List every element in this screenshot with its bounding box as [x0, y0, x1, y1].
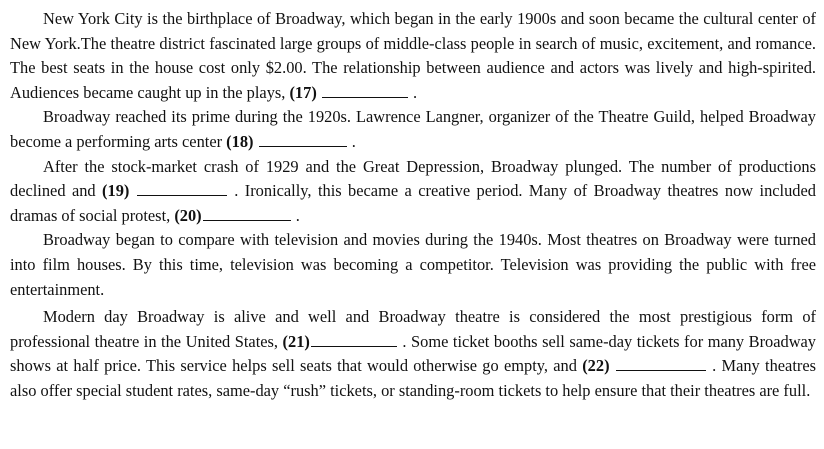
paragraph-5: [10, 305, 816, 403]
paragraph-3-text-b: . Ironically, this became a creative period. Many of Broadway theatres now included dramas of social protest,: [10, 181, 816, 225]
paragraph-4: [10, 228, 816, 302]
paragraph-5-text-b: . Some ticket booths sell same-day tickets for many Broadway shows at half price. This service helps sell seats that would otherwise go empty, and: [10, 331, 817, 376]
paragraph-4-text-a: Broadway began to compare with television and movies during the 1940s. Most theatres on Broadway were turned into film houses. By this time, television was becoming a competitor. Television was providing the public with free entertainment.: [10, 230, 816, 299]
paragraph-1-text-a: New York City is the birthplace of Broadway, which began in the early 1900s and soon became the cultural center of New York.The theatre district fascinated large groups of middle-class people in search of music, excitement, and romance. The best seats in the house cost only $2.00. The relationship between audience and actors was lively and high-spirited. Audiences became caught up in the plays,: [10, 9, 816, 102]
question-number-18: (18): [226, 131, 254, 151]
paragraph-3-text-a: After the stock-market crash of 1929 and the Great Depression, Broadway plunged. The number of productions declined and: [10, 156, 816, 201]
answer-blank-21[interactable]: [311, 330, 397, 347]
question-number-21: (21): [282, 331, 310, 351]
question-number-17: (17): [289, 82, 317, 102]
question-number-20: (20): [174, 205, 202, 225]
answer-blank-17[interactable]: [322, 81, 408, 98]
question-number-22: (22): [582, 356, 610, 376]
paragraph-3-text-c: .: [295, 205, 300, 225]
paragraph-1: [10, 7, 816, 105]
paragraph-2-text-b: .: [351, 131, 356, 151]
question-number-19: (19): [102, 181, 130, 201]
answer-blank-20[interactable]: [203, 204, 291, 221]
answer-blank-22[interactable]: [616, 354, 706, 371]
paragraph-3: [10, 155, 816, 229]
paragraph-2: [10, 105, 816, 154]
answer-blank-19[interactable]: [137, 179, 227, 196]
paragraph-5-text-c: . Many theatres also offer special student rates, same-day “rush” tickets, or standing-room tickets to help ensure that their theatres are full.: [10, 356, 816, 400]
paragraph-1-text-b: .: [413, 82, 418, 102]
answer-blank-18[interactable]: [259, 130, 347, 147]
paragraph-2-text-a: Broadway reached its prime during the 1920s. Lawrence Langner, organizer of the Theatre Guild, helped Broadway become a performing arts center: [10, 107, 816, 151]
paragraph-5-text-a: Modern day Broadway is alive and well and Broadway theatre is considered the most prestigious form of professional theatre in the United States,: [10, 307, 816, 351]
passage: [10, 7, 816, 404]
